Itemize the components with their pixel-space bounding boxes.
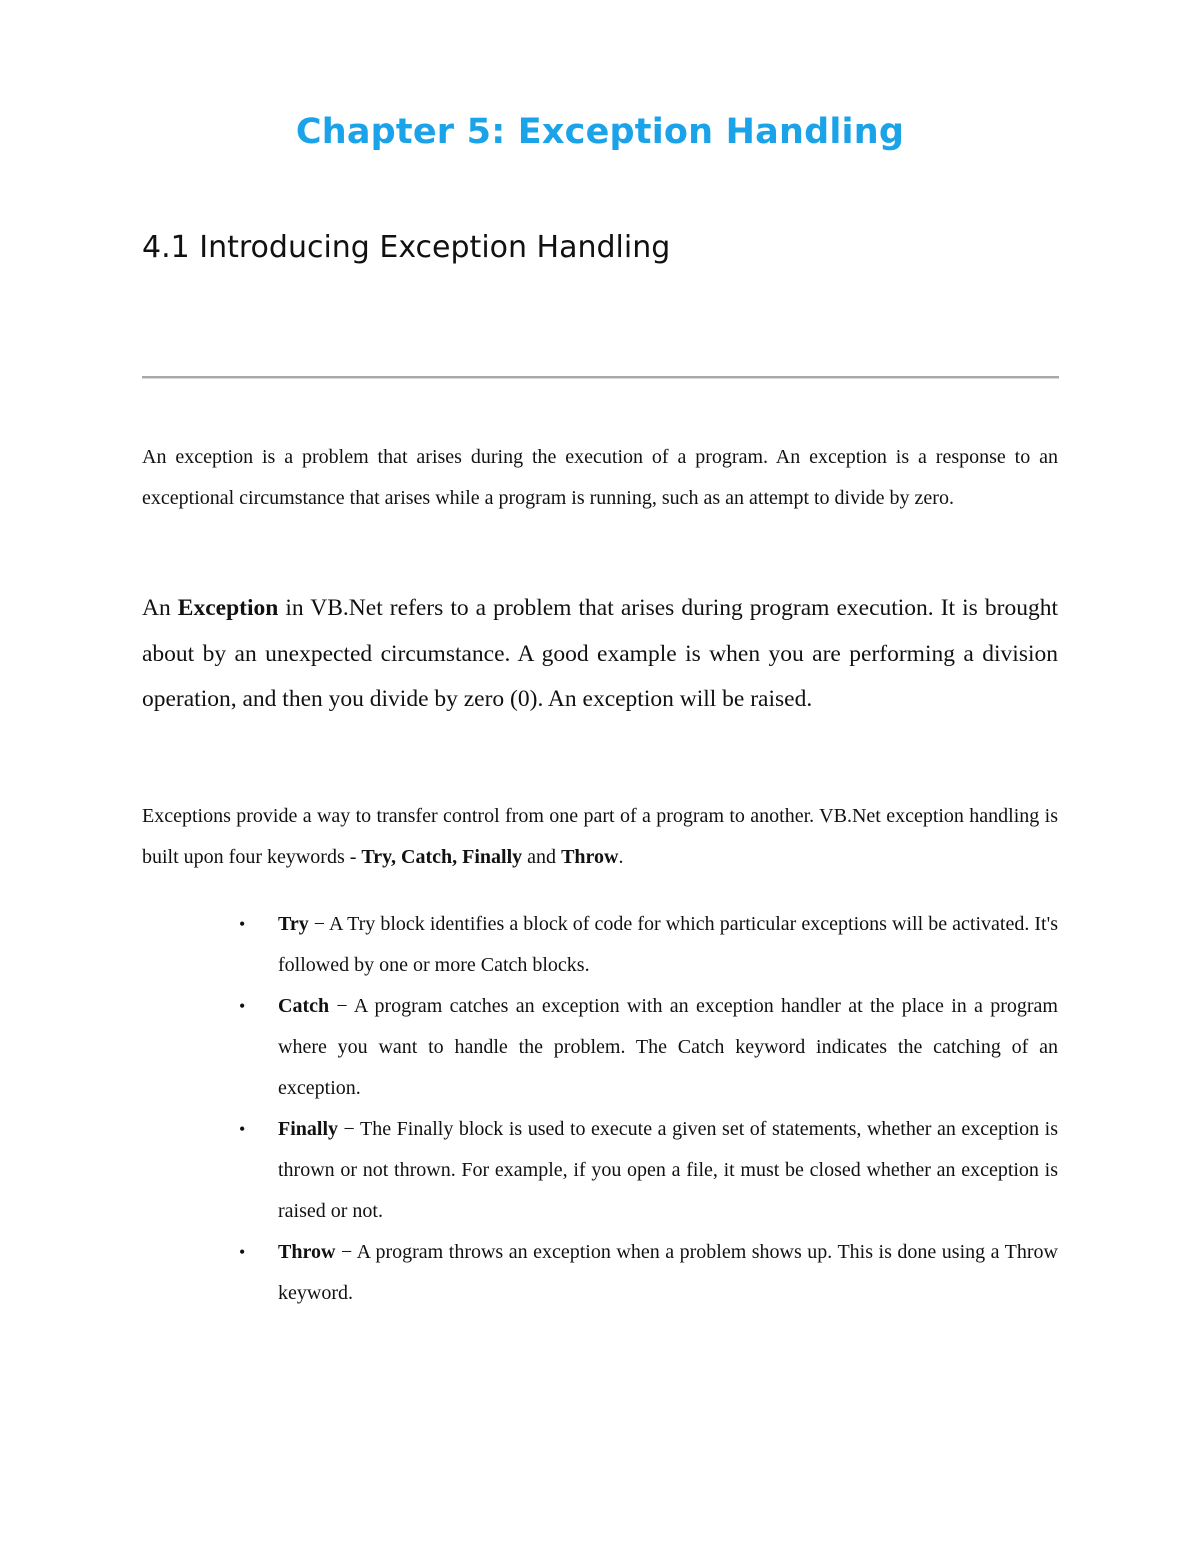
bullet-icon: • (239, 1242, 246, 1262)
list-item-try (142, 904, 1058, 986)
paragraph-intro: An exception is a problem that arises during the execution of a program. An exception is a response to an exceptional circumstance that arises while a program is running, such as an attempt to divide by zero. (142, 446, 1058, 509)
list-item-finally (142, 1109, 1058, 1232)
paragraph2-prefix: An (142, 595, 178, 621)
list-item-catch (142, 986, 1058, 1109)
bullet-description: − A Try block identifies a block of code for which particular exceptions will be activated. It's followed by one or more Catch blocks. (278, 913, 1058, 976)
paragraph3-end: . (618, 846, 624, 868)
horizontal-rule (142, 376, 1059, 379)
bullet-term: Finally (278, 1118, 339, 1140)
bullet-description: − A program throws an exception when a problem shows up. This is done using a Throw keyword. (278, 1241, 1058, 1304)
paragraph-keywords (142, 796, 1058, 878)
keyword-bullet-list (142, 904, 1058, 1314)
keyword-throw: Throw (561, 846, 619, 868)
list-item-throw (142, 1232, 1058, 1314)
paragraph-exception-definition (142, 586, 1058, 723)
bullet-icon: • (239, 914, 246, 934)
section-heading: 4.1 Introducing Exception Handling (142, 230, 671, 265)
bullet-icon: • (239, 1119, 246, 1139)
paragraph2-rest: in VB.Net refers to a problem that arises during program execution. It is brought about by an unexpected circumstance. A good example is when you are performing a division operation, and then you divide by zero (0). An exception will be raised. (142, 595, 1058, 712)
bullet-description: − The Finally block is used to execute a given set of statements, whether an exception is thrown or not thrown. For example, if you open a file, it must be closed whether an exception is raised or not. (278, 1118, 1058, 1222)
bullet-description: − A program catches an exception with an exception handler at the place in a program where you want to handle the problem. The Catch keyword indicates the catching of an exception. (278, 995, 1058, 1099)
paragraph3-text: Exceptions provide a way to transfer control from one part of a program to another. VB.Net exception handling is built upon four keywords - (142, 805, 1058, 868)
bullet-term: Throw (278, 1241, 336, 1263)
paragraph3-and: and (522, 846, 562, 868)
bullet-term: Catch (278, 995, 330, 1017)
bullet-term: Try (278, 913, 309, 935)
exception-term: Exception (177, 595, 279, 621)
chapter-title: Chapter 5: Exception Handling (295, 112, 905, 152)
keywords-try-catch-finally: Try, Catch, Finally (361, 846, 523, 868)
bullet-icon: • (239, 996, 246, 1016)
